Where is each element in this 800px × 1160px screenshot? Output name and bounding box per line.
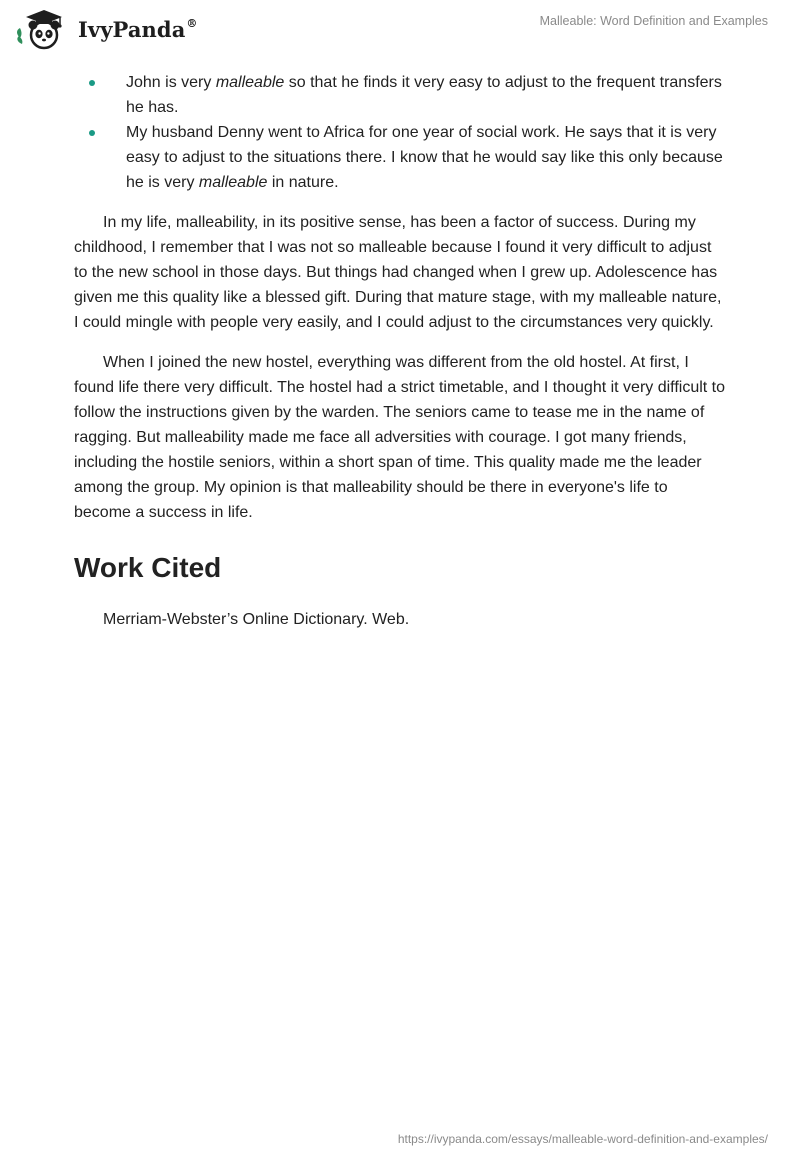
ivypanda-logo[interactable] xyxy=(14,8,198,50)
list-item xyxy=(74,120,726,195)
essay-content xyxy=(74,70,726,632)
brand-name: IvyPanda® xyxy=(78,16,198,42)
bullet-dot-icon xyxy=(89,80,95,86)
example-list xyxy=(74,70,726,195)
bullet-text-after: in nature. xyxy=(267,174,339,191)
works-cited-heading: Work Cited xyxy=(74,552,222,583)
registered-mark: ® xyxy=(186,16,198,30)
citation-entry: Merriam-Webster’s Online Dictionary. Web. xyxy=(103,611,410,628)
document-title: Malleable: Word Definition and Examples xyxy=(539,14,768,28)
bullet-dot-icon xyxy=(89,130,95,136)
panda-graduation-cap-icon xyxy=(14,8,72,50)
body-paragraph: When I joined the new hostel, everything was different from the old hostel. At first, I found life there very difficult. The hostel had a strict timetable, and I thought it very difficult to follow the instructions given by the warden. The seniors came to tease me in the name of ragging. But malleability made me face all adversities with courage. I got many friends, including the hostile seniors, within a short span of time. This quality made me the leader among the group. My opinion is that malleability should be there in everyone's life to become a success in life. xyxy=(74,354,726,521)
bullet-emphasis: malleable xyxy=(198,174,268,191)
page-header xyxy=(0,0,800,60)
source-url[interactable]: https://ivypanda.com/essays/malleable-word-definition-and-examples/ xyxy=(397,1132,768,1146)
list-item xyxy=(74,70,726,120)
body-paragraph: In my life, malleability, in its positive sense, has been a factor of success. During my childhood, I remember that I was not so malleable because I found it very difficult to adjust to the new school in those days. But things had changed when I grew up. Adolescence has given me this quality like a blessed gift. During that mature stage, with my malleable nature, I could mingle with people very easily, and I could adjust to the circumstances very quickly. xyxy=(74,214,722,331)
bullet-emphasis: malleable xyxy=(215,74,285,91)
bullet-text-before: My husband Denny went to Africa for one year of social work. He says that it is very easy to adjust to the situations there. I know that he would say like this only because he is very xyxy=(126,124,723,191)
bullet-text-after: so that he finds it very easy to adjust to the frequent transfers he has. xyxy=(126,74,722,116)
bullet-text-before: John is very xyxy=(126,74,216,91)
